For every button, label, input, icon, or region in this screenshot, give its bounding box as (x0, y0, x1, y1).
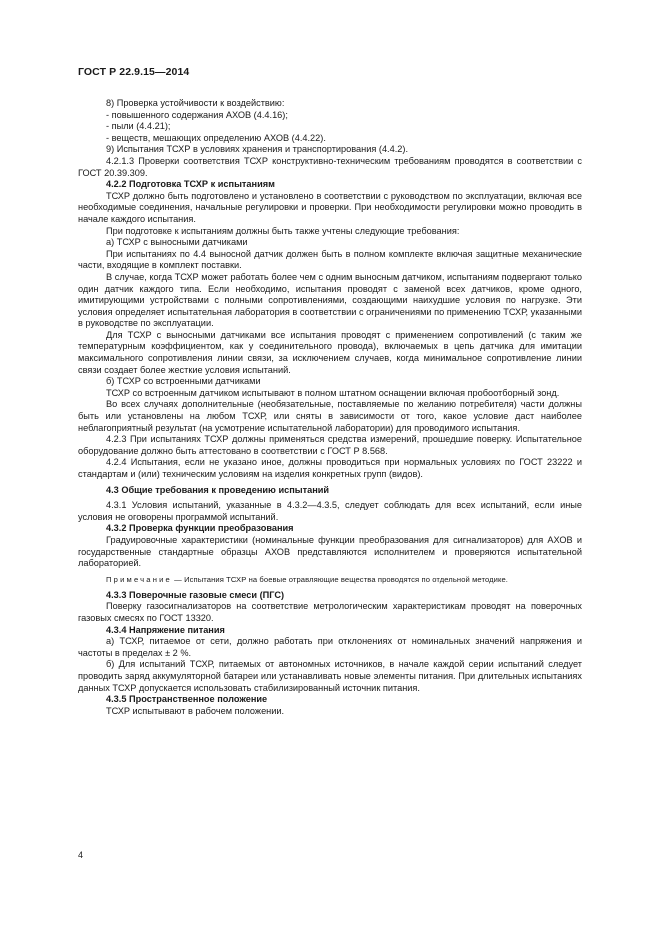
paragraph: 4.2.3 При испытаниях ТСХР должны применяться средства измерений, прошедшие поверку. Испытательное оборудование должно быть аттестовано в соответствии с ГОСТ Р 8.568. (78, 434, 582, 456)
note (78, 574, 582, 586)
paragraph: ТСХР испытывают в рабочем положении. (106, 705, 285, 716)
paragraph: ТСХР должно быть подготовлено и установлено в соответствии с руководством по эксплуатации, включая все необходимые соединения, начальные регулировки и проверки. При необходимости регулировки можно проводить в начале каждого испытания. (78, 190, 582, 224)
section-heading: 4.2.2 Подготовка ТСХР к испытаниям (106, 179, 275, 190)
document-header: ГОСТ Р 22.9.15—2014 (78, 66, 190, 78)
paragraph: Для ТСХР с выносными датчиками все испытания проводят с применением сопротивлений (с таким же температурным коэффициентом, как у соединительного провода), включаемых в цепь датчика для имитации максимального сопротивления линии связи, за исключением случаев, когда минимальное сопротивление линии связи создает более жесткие условия испытаний. (78, 329, 582, 375)
list-item: а) ТСХР с выносными датчиками (106, 237, 248, 248)
document-body (78, 98, 582, 717)
paragraph: 4.2.4 Испытания, если не указано иное, должны проводиться при нормальных условиях по ГОСТ 23222 и стандартам и (или) техническим условиям на изделия конкретных групп (видов). (78, 457, 582, 479)
list-item: - повышенного содержания АХОВ (4.4.16); (106, 109, 288, 120)
paragraph: 4.2.1.3 Проверки соответствия ТСХР конструктивно-техническим требованиям проводятся в соответствии с ГОСТ 20.39.309. (78, 155, 582, 178)
paragraph: Градуировочные характеристики (номинальные функции преобразования для сигнализаторов) для АХОВ и государственные стандартные образцы АХОВ представляются исполнителем и проверяются испытательной лабораторией. (78, 534, 582, 569)
note-text: — Испытания ТСХР на боевые отравляющие вещества проводятся по отдельной методике. (171, 574, 509, 584)
paragraph: При подготовке к испытаниям должны быть также учтены следующие требования: (106, 225, 460, 236)
list-item: - пыли (4.4.21); (106, 121, 171, 132)
list-item: 9) Испытания ТСХР в условиях хранения и транспортирования (4.4.2). (106, 144, 408, 155)
section-heading: 4.3.5 Пространственное положение (106, 694, 268, 705)
page-number: 4 (78, 850, 84, 860)
section-heading: 4.3 Общие требования к проведению испытаний (106, 484, 330, 495)
paragraph: 4.3.1 Условия испытаний, указанные в 4.3.2—4.3.5, следует соблюдать для всех испытаний, если иные условия не оговорены программой испытаний. (78, 500, 582, 522)
list-item: - веществ, мешающих определению АХОВ (4.4.22). (106, 132, 326, 143)
section-heading: 4.3.3 Поверочные газовые смеси (ПГС) (106, 589, 285, 600)
list-item: 8) Проверка устойчивости к воздействию: (106, 98, 285, 108)
paragraph: Во всех случаях дополнительные (необязательные, поставляемые по желанию потребителя) части должны быть или установлены на любом ТСХР, или сняты в зависимости от того, какое условие даст наиболее неблагоприятный результат (на усмотрение испытательной лаборатории) для проводимого испытания. (78, 399, 582, 433)
list-item: а) ТСХР, питаемое от сети, должно работать при отклонениях от номинальных значений напряжения и частоты в пределах ± 2 %. (78, 636, 582, 658)
paragraph: Поверку газосигнализаторов на соответствие метрологическим характеристикам проводят на поверочных газовых смесях по ГОСТ 13320. (78, 601, 582, 623)
list-item: б) Для испытаний ТСХР, питаемых от автономных источников, в начале каждой серии испытаний следует проводить заряд аккумуляторной батареи или устанавливать новые элементы питания. При длительных испытаниях данных ТСХР допускается использовать стабилизированный источник питания. (78, 659, 582, 693)
section-heading: 4.3.4 Напряжение питания (106, 624, 225, 635)
list-item: б) ТСХР со встроенными датчиками (106, 376, 261, 387)
paragraph: ТСХР со встроенным датчиком испытывают в полном штатном оснащении включая пробоотборный зонд. (106, 387, 560, 398)
paragraph: При испытаниях по 4.4 выносной датчик должен быть в полном комплекте включая защитные механические части, входящие в комплект поставки. (78, 248, 582, 271)
paragraph: В случае, когда ТСХР может работать более чем с одним выносным датчиком, испытаниям подвергают только один датчик каждого типа. Если необходимо, испытания проводят с заменой всех датчиков, кроме одного, имитирующими устройствами с полными сопротивлениями, создающими наихудшие условия по нагрузке. Эти условия определяет испытательная лаборатория в соответствии с ограничениями по применению ТСХР, указанными в руководстве по эксплуатации. (78, 271, 582, 329)
section-heading: 4.3.2 Проверка функции преобразования (106, 523, 294, 534)
note-label: Примечание (106, 574, 172, 584)
